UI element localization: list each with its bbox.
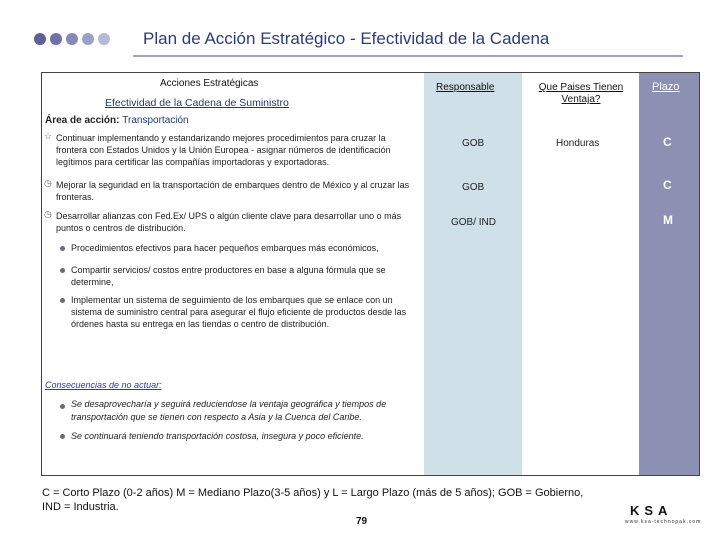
area-value: Transportación (122, 115, 189, 126)
plazo-column (639, 72, 700, 476)
header-responsable: Responsable (436, 82, 495, 93)
action-pais: Honduras (556, 138, 600, 149)
page-title: Plan de Acción Estratégico - Efectividad de la Cadena (143, 29, 550, 48)
consequence-text: Se desaprovecharía y seguirá reduciendose la ventaja geográfica y tiempos de transportación que se tienen con respecto a Asia y la Cuenca del Caribe. (71, 399, 387, 422)
sub-bullet-icon (60, 298, 65, 303)
sub-bullet-icon (60, 246, 65, 251)
consequence-text: Se continuará teniendo transportación costosa, insegura y poco eficiente. (71, 431, 364, 441)
sub-action-text: Compartir servicios/ costos entre productores en base a alguna fórmula que se determine, (71, 265, 386, 287)
header-dots (34, 33, 126, 47)
header-acciones: Acciones Estratégicas (160, 78, 259, 89)
area-label: Área de acción: (45, 115, 120, 126)
sub-bullet-icon (60, 404, 65, 409)
header-dot (50, 33, 62, 45)
action-responsable: GOB (462, 138, 485, 149)
section-title: Efectividad de la Cadena de Suministro (105, 97, 289, 109)
header-plazo: Plazo (652, 81, 680, 93)
action-responsable: GOB/ IND (451, 217, 497, 228)
header-paises: Que Paises Tienen Ventaja? (538, 82, 624, 105)
area-de-accion (45, 115, 189, 126)
sub-bullet-icon (60, 268, 65, 273)
logo-subtitle: www.ksa-technopak.com (625, 519, 702, 525)
ksa-logo: KSA (630, 503, 673, 518)
sub-bullet-icon (60, 434, 65, 439)
sub-action-text: Implementar un sistema de seguimiento de los embarques que se enlace con un sistema de suministro central para asegurar el flujo eficiente de productos desde las órdenes hasta su entrega en las tiendas o centro de distribución. (71, 295, 407, 329)
action-text: Continuar implementando y estandarizando mejores procedimientos para cruzar la frontera con Estados Unidos y la Unión Europea - asignar números de identificación legítimos para certificar las compañías importadoras y exportadoras. (56, 133, 391, 167)
header-dot (66, 33, 78, 45)
header-dot (98, 33, 110, 45)
paises-column (522, 72, 640, 476)
action-plazo: M (663, 213, 673, 227)
action-text: Mejorar la seguridad en la transportación de embarques dentro de México y al cruzar las fronteras. (56, 180, 410, 202)
responsable-column (424, 72, 523, 476)
legend-text: C = Corto Plazo (0-2 años) M = Mediano Plazo(3-5 años) y L = Largo Plazo (más de 5 años); GOB = Gobierno, IND = Industria. (42, 487, 584, 513)
action-plazo: C (663, 178, 672, 192)
clock-bullet-icon: ◷ (44, 209, 52, 219)
star-bullet-icon: ☆ (44, 131, 53, 141)
action-responsable: GOB (462, 182, 485, 193)
clock-bullet-icon: ◷ (44, 178, 52, 188)
sub-action-text: Procedimientos efectivos para hacer pequeños embarques más económicos, (71, 243, 379, 253)
action-plazo: C (663, 135, 672, 149)
consequences-title: Consecuencias de no actuar: (45, 380, 162, 390)
action-text: Desarrollar alianzas con Fed.Ex/ UPS o algún cliente clave para desarrollar uno o más puntos o centros de distribución. (56, 211, 402, 233)
page-number: 79 (356, 516, 368, 527)
header-dot (34, 33, 46, 45)
header-dot (82, 33, 94, 45)
title-rule (133, 55, 683, 57)
